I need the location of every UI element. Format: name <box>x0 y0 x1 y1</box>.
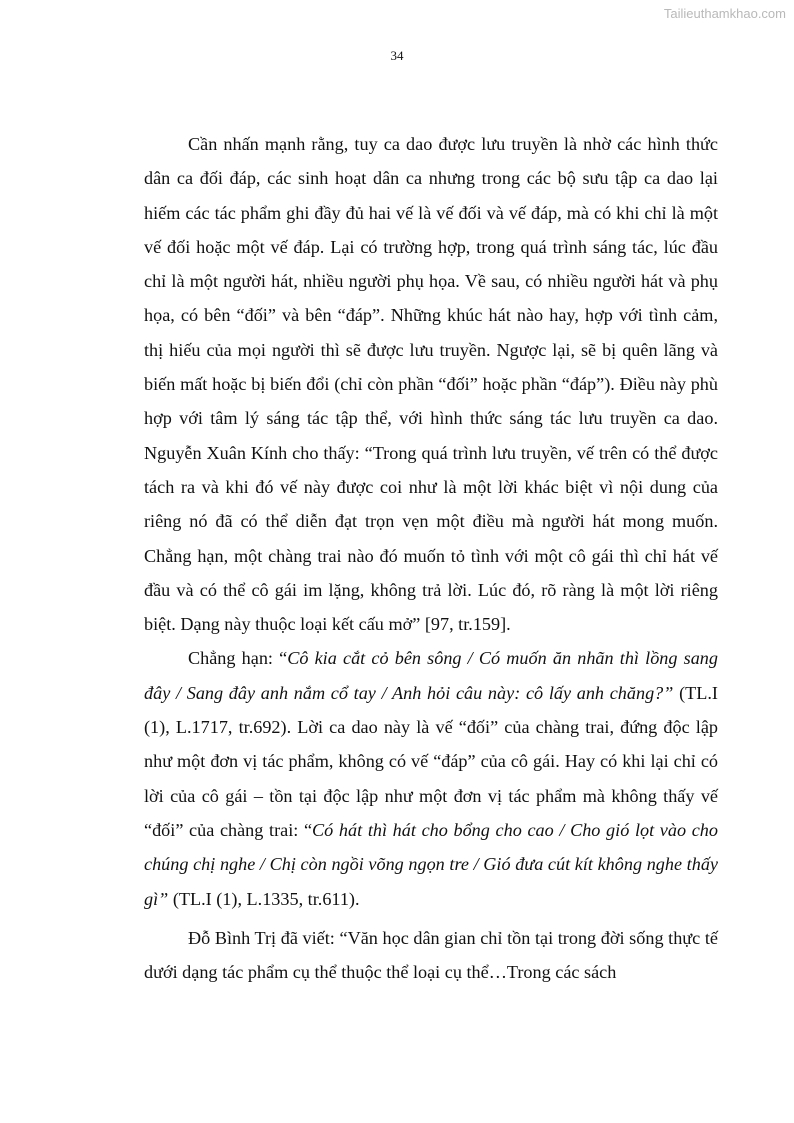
paragraph <box>144 641 718 915</box>
body-text <box>144 127 718 989</box>
text-run: (TL.I (1), L.1717, tr.692). Lời ca dao này là vế “đối” của chàng trai, đứng độc lập như một đơn vị tác phẩm, không có vế “đáp” của cô gái. Hay có khi lại chỉ có lời của cô gái – tồn tại độc lập như một đơn vị tác phẩm mà không thấy vế “đối” của chàng trai: “ <box>144 682 718 840</box>
quoted-verse: Có hát thì hát cho bổng cho cao / Cho gió lọt vào cho chúng chị nghe / Chị còn ngồi võng ngọn tre / Gió đưa cút kít không nghe thấy gì” <box>144 819 718 909</box>
paragraph <box>144 921 718 990</box>
text-run: (TL.I (1), L.1335, tr.611). <box>168 888 360 909</box>
text-run: Cần nhấn mạnh rằng, tuy ca dao được lưu truyền là nhờ các hình thức dân ca đối đáp, các sinh hoạt dân ca nhưng trong các bộ sưu tập ca dao lại hiếm các tác phẩm ghi đầy đủ hai vế là vế đối và vế đáp, mà có khi chỉ là một vế đối hoặc một vế đáp. Lại có trường hợp, trong quá trình sáng tác, lúc đầu chỉ là một người hát, nhiều người phụ họa. Về sau, có nhiều người hát và phụ họa, có bên “đối” và bên “đáp”. Những khúc hát nào hay, hợp với tình cảm, thị hiếu của mọi người thì sẽ được lưu truyền. Ngược lại, sẽ bị quên lãng và biến mất hoặc bị biến đổi (chỉ còn phần “đối” hoặc phần “đáp”). Điều này phù hợp với tâm lý sáng tác tập thể, với hình thức sáng tác lưu truyền ca dao. Nguyễn Xuân Kính cho thấy: “Trong quá trình lưu truyền, vế trên có thể được tách ra và khi đó vế này được coi như là một lời khác biệt vì nội dung của riêng nó đã có thể diễn đạt trọn vẹn một điều mà người hát mong muốn. Chẳng hạn, một chàng trai nào đó muốn tỏ tình với một cô gái thì chỉ hát vế đầu và có thể cô gái im lặng, không trả lời. Lúc đó, rõ ràng là một lời riêng biệt. Dạng này thuộc loại kết cấu mở” [97, tr.159]. <box>144 134 718 635</box>
paragraph <box>144 127 718 641</box>
text-run: Chẳng hạn: “ <box>188 648 288 669</box>
quoted-verse: Cô kia cắt cỏ bên sông / Có muốn ăn nhãn thì lồng sang đây / Sang đây anh nắm cổ tay / Anh hỏi câu này: cô lấy anh chăng?” <box>144 648 718 703</box>
watermark: Tailieuthamkhao.com <box>663 6 786 21</box>
text-run: Đỗ Bình Trị đã viết: “Văn học dân gian chỉ tồn tại trong đời sống thực tế dưới dạng tác phẩm cụ thể thuộc thể loại cụ thể…Trong các sách <box>144 927 718 983</box>
page-number: 34 <box>390 48 404 63</box>
